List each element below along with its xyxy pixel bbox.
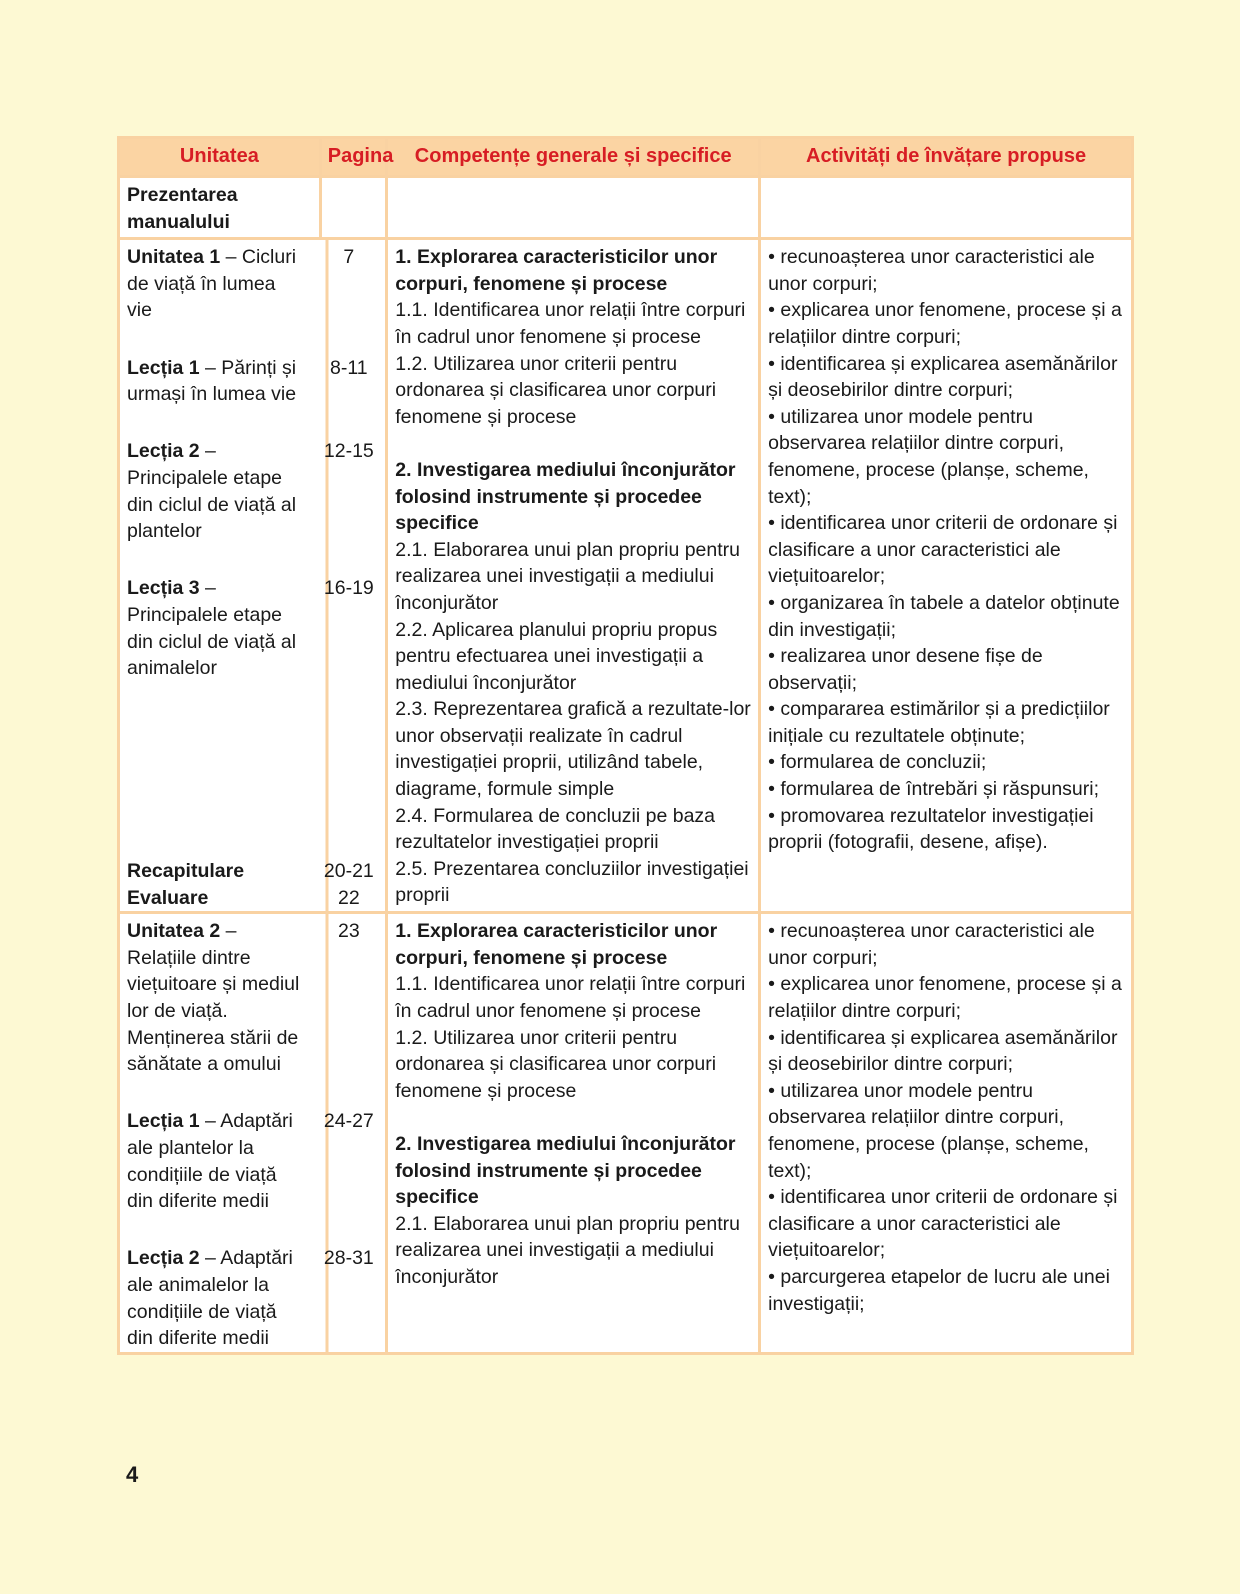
page-number: 4 — [126, 1462, 139, 1487]
competence-item: 1.2. Utilizarea unor criterii pentru ordonarea și clasificarea unor corpuri fenomene și procese — [395, 352, 717, 428]
table-header — [119, 138, 1133, 177]
activity-item: • promovarea rezultatelor investigației proprii (fotografii, desene, afișe). — [768, 804, 1094, 854]
competence-item: 1. Explorarea caracteristicilor unor corpuri, fenomene și procese — [395, 920, 718, 969]
lesson-title — [120, 914, 312, 1078]
lesson-page: 12-15 — [323, 440, 374, 463]
unit-lessons-cell — [119, 913, 387, 1354]
lesson-entry — [120, 571, 385, 681]
competence-item: 1.2. Utilizarea unor criterii pentru ordonarea și clasificarea unor corpuri fenomene și procese — [395, 1026, 717, 1102]
spacer — [120, 682, 385, 854]
activity-item: • explicarea unor fenomene, procese și a relațiilor dintre corpuri; — [768, 973, 1122, 1022]
lesson-title — [120, 1241, 312, 1351]
lesson-label: Lecția 1 — [127, 1110, 200, 1133]
competence-item: 2.4. Formularea de concluzii pe baza rezultatelor investigației proprii — [395, 804, 716, 854]
header-unit: Unitatea — [119, 138, 321, 177]
lesson-label: Lecția 1 — [127, 356, 200, 379]
lesson-entry — [120, 240, 385, 324]
activity-item: • formularea de întrebări și răspunsuri; — [768, 778, 1099, 801]
table-row-unit — [119, 913, 1133, 1354]
competence-item: 1.1. Identificarea unor relații între corpuri în cadrul unor fenomene și procese — [395, 973, 746, 1022]
lesson-name: – Principalele etape din ciclul de viață al animalelor — [127, 577, 297, 680]
activity-item: • identificarea și explicarea asemănărilor și deosebirilor dintre corpuri; — [768, 352, 1118, 402]
lesson-title — [120, 240, 312, 324]
lesson-entry — [120, 1104, 385, 1214]
lessons-list — [120, 914, 385, 1352]
activity-item: • compararea estimărilor și a predicțiilor inițiale cu rezultatele obținute; — [768, 698, 1110, 747]
lesson-entry — [120, 351, 385, 408]
lesson-label: Lecția 3 — [127, 577, 200, 600]
lesson-page: 8-11 — [330, 356, 368, 379]
activity-item: • recunoașterea unor caracteristici ale unor corpuri; — [768, 920, 1095, 969]
activity-item: • utilizarea unor modele pentru observarea relațiilor dintre corpuri, fenomene, procese (planșe, scheme, text); — [768, 405, 1089, 508]
review-page: 22 — [337, 886, 360, 909]
lessons-list — [120, 240, 385, 911]
activity-item: • realizarea unor desene fișe de observații; — [768, 645, 1043, 694]
review-entry — [120, 854, 385, 885]
lesson-name: – Adaptări ale animalelor la condițiile de viață din diferite medii — [127, 1247, 293, 1350]
table-row-unit — [119, 239, 1133, 913]
intro-title: Prezentarea manualului — [119, 177, 321, 239]
lesson-name: – Principalele etape din ciclul de viață al plantelor — [127, 440, 297, 543]
activity-item: • parcurgerea etapelor de lucru ale unei investigații; — [768, 1265, 1110, 1315]
activity-item: • formularea de concluzii; — [768, 751, 987, 774]
review-page: 20-21 — [323, 860, 374, 882]
activities-cell — [760, 239, 1133, 913]
competence-item: 2.3. Reprezentarea grafică a rezultate-lor unor observații realizate în cadrul investigației proprii, utilizând tabele, diagrame, formule simple — [395, 698, 751, 801]
header-competences: Competențe generale și specifice — [387, 138, 760, 177]
competence-item: 2. Investigarea mediului înconjurător folosind instrumente și procedee specifice — [395, 458, 736, 535]
review-title: Recapitulare — [127, 860, 245, 882]
competence-item: 2.5. Prezentarea concluziilor investigației proprii — [395, 857, 749, 907]
competence-item: 2.2. Aplicarea planului propriu propus pentru efectuarea unei investigații a mediului înconjurător — [395, 618, 718, 694]
lesson-page: 24-27 — [323, 1110, 374, 1133]
empty-cell — [320, 177, 387, 239]
lesson-title — [120, 351, 312, 408]
lesson-entry — [120, 1241, 385, 1351]
lesson-entry — [120, 434, 385, 544]
header-activities: Activități de învățare propuse — [760, 138, 1133, 177]
lesson-page: 7 — [343, 246, 355, 269]
activity-item: • utilizarea unor modele pentru observarea relațiilor dintre corpuri, fenomene, procese (planșe, scheme, text); — [768, 1079, 1089, 1182]
competence-item: 2.1. Elaborarea unui plan propriu pentru realizarea unei investigații a mediului înconjurător — [395, 538, 741, 614]
competence-item: 1. Explorarea caracteristicilor unor corpuri, fenomene și procese — [395, 246, 718, 295]
lesson-page: 23 — [337, 920, 360, 943]
lesson-title — [120, 1104, 312, 1214]
lesson-label: Lecția 2 — [127, 1247, 200, 1270]
lesson-entry — [120, 914, 385, 1078]
activity-item: • recunoașterea unor caracteristici ale unor corpuri; — [768, 246, 1095, 295]
activity-item: • identificarea unor criterii de ordonare și clasificare a unor caracteristici ale viețuitoarelor; — [768, 512, 1118, 588]
table-row-intro — [119, 177, 1133, 239]
header-page: Pagina — [320, 138, 387, 177]
lesson-name: – Adaptări ale plantelor la condițiile de viață din diferite medii — [127, 1110, 293, 1213]
competences-cell — [387, 913, 760, 1354]
empty-cell — [760, 177, 1133, 239]
lesson-title — [120, 571, 312, 681]
competence-item: 2.1. Elaborarea unui plan propriu pentru realizarea unei investigații a mediului înconjurător — [395, 1212, 741, 1288]
activity-item: • organizarea în tabele a datelor obținute din investigații; — [768, 591, 1120, 641]
review-entry — [120, 885, 385, 912]
lesson-label: Lecția 2 — [127, 440, 200, 463]
activity-item: • identificarea și explicarea asemănărilor și deosebirilor dintre corpuri; — [768, 1026, 1118, 1076]
activity-item: • explicarea unor fenomene, procese și a relațiilor dintre corpuri; — [768, 299, 1122, 348]
lesson-page: 28-31 — [323, 1247, 374, 1270]
competences-cell — [387, 239, 760, 913]
competence-item: 2. Investigarea mediului înconjurător folosind instrumente și procedee specifice — [395, 1132, 736, 1209]
lesson-page: 16-19 — [323, 577, 374, 600]
empty-cell — [387, 177, 760, 239]
competence-item: 1.1. Identificarea unor relații între corpuri în cadrul unor fenomene și procese — [395, 299, 746, 348]
review-title: Evaluare — [127, 886, 209, 909]
lesson-name: – Cicluri de viață în lumea vie — [127, 246, 297, 322]
activities-cell — [760, 913, 1133, 1354]
lesson-label: Unitatea 2 — [127, 920, 221, 943]
curriculum-table — [117, 136, 1134, 1355]
unit-lessons-cell — [119, 239, 387, 913]
lesson-name: – Părinți și urmași în lumea vie — [127, 356, 297, 406]
activity-item: • identificarea unor criterii de ordonare și clasificare a unor caracteristici ale viețuitoarelor; — [768, 1186, 1118, 1262]
lesson-name: – Relațiile dintre viețuitoare și mediul lor de viață. Menținerea stării de sănătate a omului — [127, 920, 300, 1076]
lesson-label: Unitatea 1 — [127, 246, 221, 269]
lesson-title — [120, 434, 312, 544]
